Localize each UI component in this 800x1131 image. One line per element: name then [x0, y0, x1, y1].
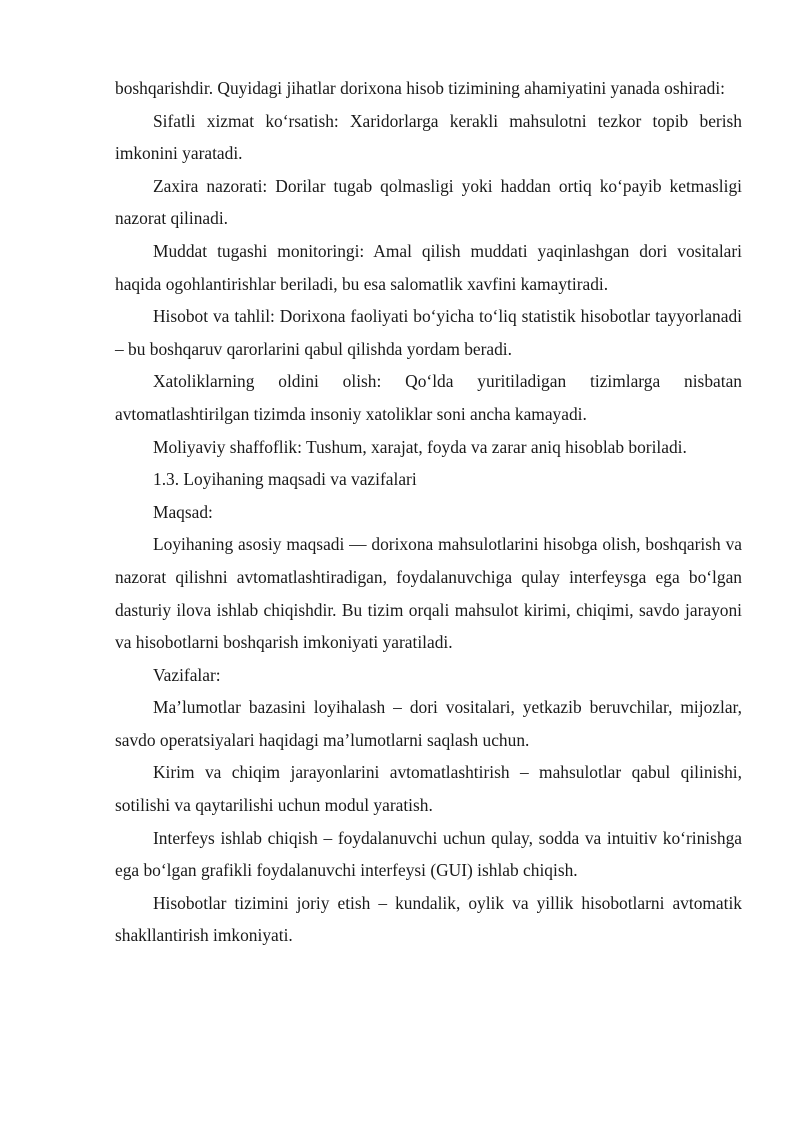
paragraph-error-prevention: Xatoliklarning oldini olish: Qo‘lda yuritiladigan tizimlarga nisbatan avtomatlashtirilgan tizimda insoniy xatoliklar soni ancha kamayadi. [115, 371, 742, 424]
paragraph-task-reports: Hisobotlar tizimini joriy etish – kundalik, oylik va yillik hisobotlarni avtomatik shakllantirish imkoniyati. [115, 892, 742, 946]
subheading-goal: Maqsad: [153, 501, 213, 522]
paragraph-task-database: Ma’lumotlar bazasini loyihalash – dori vositalari, yetkazib beruvchilar, mijozlar, savdo operatsiyalari haqidagi ma’lumotlarni saqlash uchun. [115, 697, 742, 750]
paragraph-expiry-monitoring: Muddat tugashi monitoringi: Amal qilish muddati yaqinlashgan dori vositalari haqida ogohlantirishlar beriladi, bu esa salomatlik xavfini kamaytiradi. [115, 240, 742, 294]
paragraph-financial-transparency: Moliyaviy shaffoflik: Tushum, xarajat, foyda va zarar aniq hisoblab boriladi. [153, 436, 687, 457]
paragraph-task-interface: Interfeys ishlab chiqish – foydalanuvchi uchun qulay, sodda va intuitiv ko‘rinishga ega bo‘lgan grafikli foydalanuvchi interfeysi (GUI) ishlab chiqish. [115, 827, 742, 881]
paragraph-quality-service: Sifatli xizmat ko‘rsatish: Xaridorlarga kerakli mahsulotni tezkor topib berish imkonini yaratadi. [115, 110, 742, 164]
document-page [115, 72, 742, 952]
paragraph-goal: Loyihaning asosiy maqsadi — dorixona mahsulotlarini hisobga olish, boshqarish va nazorat qilishni avtomatlashtiradigan, foydalanuvchiga qulay interfeysga ega bo‘lgan dasturiy ilova ishlab chiqishdir. Bu tizim orqali mahsulot kirimi, chiqimi, savdo jarayoni va hisobotlarni boshqarish imkoniyati yaratiladi. [115, 534, 742, 653]
paragraph-stock-control: Zaxira nazorati: Dorilar tugab qolmasligi yoki haddan ortiq ko‘payib ketmasligi nazorat qilinadi. [115, 175, 742, 229]
paragraph-intro-continuation: boshqarishdir. Quyidagi jihatlar dorixona hisob tizimining ahamiyatini yanada oshiradi: [115, 78, 726, 98]
subheading-tasks: Vazifalar: [153, 664, 221, 685]
section-heading: 1.3. Loyihaning maqsadi va vazifalari [153, 469, 417, 490]
paragraph-task-inout: Kirim va chiqim jarayonlarini avtomatlashtirish – mahsulotlar qabul qilinishi, sotilishi va qaytarilishi uchun modul yaratish. [115, 762, 742, 816]
paragraph-reports-analysis: Hisobot va tahlil: Dorixona faoliyati bo‘yicha to‘liq statistik hisobotlar tayyorlanadi – bu boshqaruv qarorlarini qabul qilishda yordam beradi. [115, 306, 742, 359]
